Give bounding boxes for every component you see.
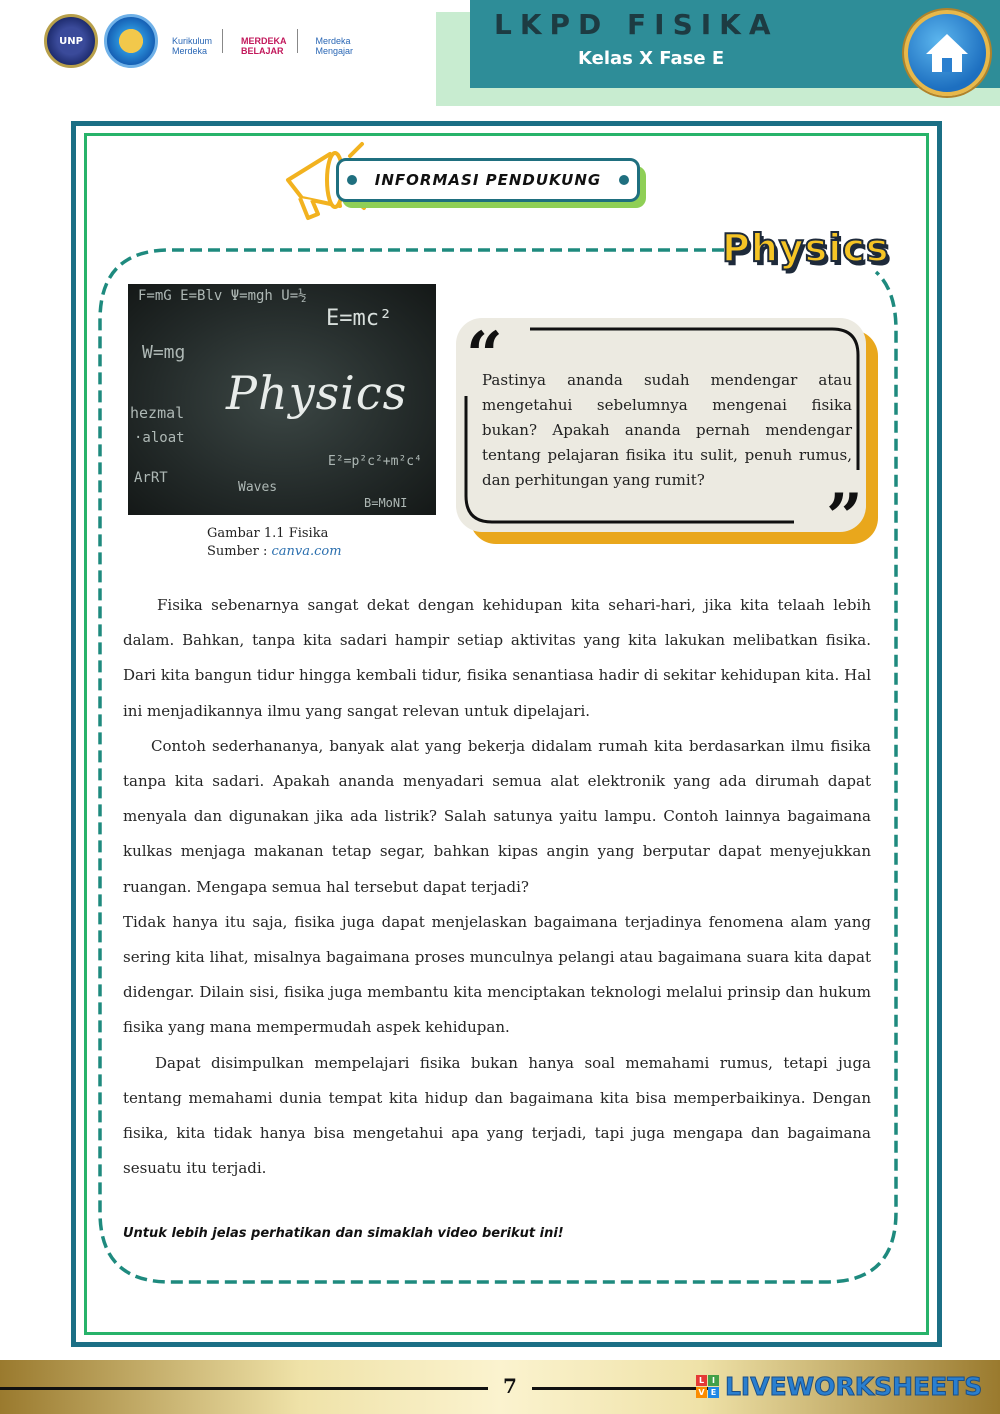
body-text [123, 588, 871, 1186]
merdeka-belajar-text: MERDEKA BELAJAR [241, 36, 287, 56]
quote-close-icon: ” [826, 480, 863, 555]
info-banner-label: INFORMASI PENDUKUNG [374, 171, 602, 189]
video-instruction: Untuk lebih jelas perhatikan dan simaklah video berikut ini! [123, 1226, 564, 1241]
badge-letter: V [696, 1387, 707, 1398]
liveworksheets-logo[interactable] [696, 1372, 982, 1401]
caption-source-label: Sumber : [207, 544, 268, 559]
liveworksheets-brand: LIVEWORKSHEETS [725, 1372, 983, 1401]
merdeka-mengajar-text: Merdeka Mengajar [315, 36, 354, 56]
page-title: LKPD FISIKA [494, 8, 779, 41]
physics-sticker: Physics [722, 226, 890, 270]
caption-title: Fisika [288, 526, 329, 541]
unp-logo-label: UNP [59, 35, 83, 47]
footer-rule-left [0, 1387, 488, 1390]
caption-label: Gambar 1.1 [207, 526, 285, 541]
page-number: 7 [503, 1374, 517, 1398]
body-paragraph-4: Dapat disimpulkan mempelajari fisika bukan hanya soal memahami rumus, tetapi juga tentang memahami dunia tempat kita hidup dan bagaimana kita bisa memperbaikinya. Dengan fisika, kita tidak hanya bisa mengetahui apa yang terjadi, tapi juga mengapa dan bagaimana sesuatu itu terjadi. [123, 1053, 871, 1178]
quote-text: Pastinya ananda sudah mendengar atau mengetahui sebelumnya mengenai fisika bukan? Apakah ananda pernah mendengar tentang pelajaran fisika itu sulit, penuh rumus, dan perhitungan yang rumit? [482, 371, 852, 489]
liveworksheets-badge-icon [696, 1375, 719, 1398]
body-paragraph-2: Contoh sederhananya, banyak alat yang bekerja didalam rumah kita berdasarkan ilmu fisika tanpa kita sadari. Apakah ananda menyadari semua alat elektronik yang ada dirumah dapat menyala dan digunakan jika ada listrik? Salah satunya yaitu lampu. Contoh lainnya bagaimana kulkas menjaga makanan tetap segar, bahkan kipas angin yang berputar dapat menyejukkan ruangan. Mengapa semua hal tersebut dapat terjadi? [123, 736, 871, 896]
body-paragraph-1: Fisika sebenarnya sangat dekat dengan kehidupan kita sehari-hari, jika kita telaah lebih dalam. Bahkan, tanpa kita sadari hampir setiap aktivitas yang kita lakukan melibatkan fisika. Dari kita bangun tidur hingga kembali tidur, fisika senantiasa hadir di sekitar kehidupan kita. Hal ini menjadikannya ilmu yang sangat relevan untuk dipelajari. [123, 596, 871, 720]
body-paragraph-3: Tidak hanya itu saja, fisika juga dapat menjelaskan bagaimana terjadinya fenomena alam yang sering kita lihat, misalnya bagaimana proses munculnya pelangi atau bagaimana suara kita dapat didengar. Dilain sisi, fisika juga membantu kita menciptakan teknologi melalui prinsip dan hukum fisika yang mana mempermudah aspek kehidupan. [123, 912, 871, 1037]
page-subtitle: Kelas X Fase E [578, 48, 725, 69]
photo-word: Physics [226, 366, 408, 420]
page-footer [0, 1360, 1000, 1414]
badge-letter: E [708, 1387, 719, 1398]
quote-open-icon: “ [466, 318, 503, 393]
badge-letter: I [708, 1375, 719, 1386]
badge-letter: L [696, 1375, 707, 1386]
physics-chalkboard-image: F=mG E=Blv Ψ=mgh U=½ E=mc² W=mg hezmal ·aloat ArRT E²=p²c²+m²c⁴ Waves B=MoNI Physics [128, 284, 436, 515]
kurikulum-merdeka-text: Kurikulum Merdeka [172, 36, 213, 56]
footer-rule-right [532, 1387, 712, 1390]
caption-source-link[interactable]: canva.com [271, 544, 342, 559]
